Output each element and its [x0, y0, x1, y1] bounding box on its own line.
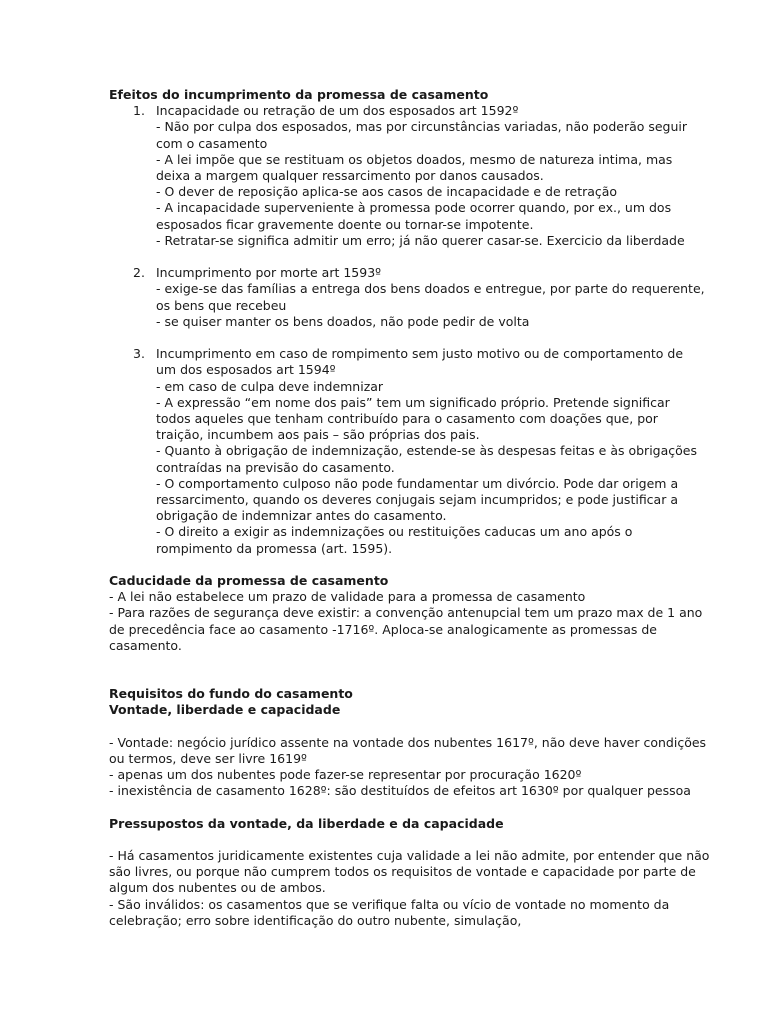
paragraph-line: - inexistência de casamento 1628º: são destituídos de efeitos art 1630º por qualquer pessoa: [109, 783, 691, 799]
paragraph-line: são livres, ou porque não cumprem todos os requisitos de vontade e capacidade por parte de: [109, 864, 696, 880]
list-item-3: [109, 346, 697, 557]
section-heading-caducidade: Caducidade da promessa de casamento: [109, 573, 389, 589]
list-item-text: traição, incumbem aos pais – são próprias dos pais.: [156, 427, 480, 443]
list-item-text: - A lei impõe que se restituam os objetos doados, mesmo de natureza intima, mas: [156, 151, 673, 167]
list-item-text: - O direito a exigir as indemnizações ou restituições caducas um ano após o: [156, 524, 633, 540]
list-number: 1.: [133, 103, 145, 119]
list-item-text: rompimento da promessa (art. 1595).: [156, 540, 393, 556]
paragraph-line: - São inválidos: os casamentos que se verifique falta ou vício de vontade no momento da: [109, 896, 670, 912]
list-number: 3.: [133, 346, 145, 362]
document-page: [109, 87, 710, 929]
paragraph-line: - Vontade: negócio jurídico assente na vontade dos nubentes 1617º, não deve haver condições: [109, 734, 707, 750]
list-item-text: com o casamento: [156, 135, 268, 151]
list-item-text: - A expressão “em nome dos pais” tem um significado próprio. Pretende significar: [156, 394, 670, 410]
list-item-text: - Quanto à obrigação de indemnização, estende-se às despesas feitas e às obrigações: [156, 443, 697, 459]
list-number: 2.: [133, 265, 145, 281]
list-item-text: ressarcimento, quando os deveres conjugais sejam incumpridos; e pode justificar a: [156, 492, 678, 508]
list-item-1: [109, 103, 688, 249]
section-heading-efeitos: Efeitos do incumprimento da promessa de casamento: [109, 87, 489, 102]
list-item-text: - em caso de culpa deve indemnizar: [156, 378, 384, 394]
list-item-text: obrigação de indemnizar antes do casamento.: [156, 508, 447, 524]
list-item-text: - exige-se das famílias a entrega dos bens doados e entregue, por parte do requerente,: [156, 281, 705, 297]
list-item-2: [109, 265, 705, 330]
list-item-text: - Não por culpa dos esposados, mas por circunstâncias variadas, não poderão seguir: [156, 119, 688, 135]
list-item-text: - O dever de reposição aplica-se aos casos de incapacidade e de retração: [156, 184, 618, 200]
paragraph-line: - A lei não estabelece um prazo de validade para a promessa de casamento: [109, 589, 586, 605]
list-item-text: contraídas na previsão do casamento.: [156, 459, 395, 475]
paragraph-line: - Há casamentos juridicamente existentes cuja validade a lei não admite, por entender que não: [109, 848, 710, 864]
list-item-text: todos aqueles que tenham contribuído para o casamento com doações que, por: [156, 411, 658, 427]
list-item-text: os bens que recebeu: [156, 297, 287, 313]
list-item-text: deixa a margem qualquer ressarcimento por danos causados.: [156, 168, 544, 184]
paragraph-line: - apenas um dos nubentes pode fazer-se representar por procuração 1620º: [109, 767, 582, 783]
paragraph-line: ou termos, deve ser livre 1619º: [109, 750, 307, 766]
list-item-text: Incapacidade ou retração de um dos esposados art 1592º: [156, 103, 519, 119]
list-item-text: - A incapacidade superveniente à promessa pode ocorrer quando, por ex., um dos: [156, 200, 672, 216]
paragraph-line: celebração; erro sobre identificação do outro nubente, simulação,: [109, 912, 522, 928]
paragraph-line: casamento.: [109, 637, 182, 653]
list-item-text: - se quiser manter os bens doados, não pode pedir de volta: [156, 313, 530, 329]
list-item-text: - O comportamento culposo não pode fundamentar um divórcio. Pode dar origem a: [156, 475, 679, 491]
section-heading-pressupostos: Pressupostos da vontade, da liberdade e da capacidade: [109, 815, 504, 831]
list-item-text: Incumprimento em caso de rompimento sem justo motivo ou de comportamento de: [156, 346, 684, 362]
paragraph-line: algum dos nubentes ou de ambos.: [109, 880, 326, 896]
section-subheading-vontade: Vontade, liberdade e capacidade: [109, 702, 341, 718]
list-item-text: Incumprimento por morte art 1593º: [156, 265, 382, 281]
section-heading-requisitos: Requisitos do fundo do casamento: [109, 686, 353, 702]
list-item-text: - Retratar-se significa admitir um erro; já não querer casar-se. Exercicio da liberdade: [156, 232, 685, 248]
paragraph-line: - Para razões de segurança deve existir: a convenção antenupcial tem um prazo max de 1 ano: [109, 605, 703, 621]
paragraph-line: de precedência face ao casamento -1716º. Aploca-se analogicamente as promessas de: [109, 621, 657, 637]
list-item-text: esposados ficar gravemente doente ou tornar-se impotente.: [156, 216, 534, 232]
list-item-text: um dos esposados art 1594º: [156, 362, 336, 378]
